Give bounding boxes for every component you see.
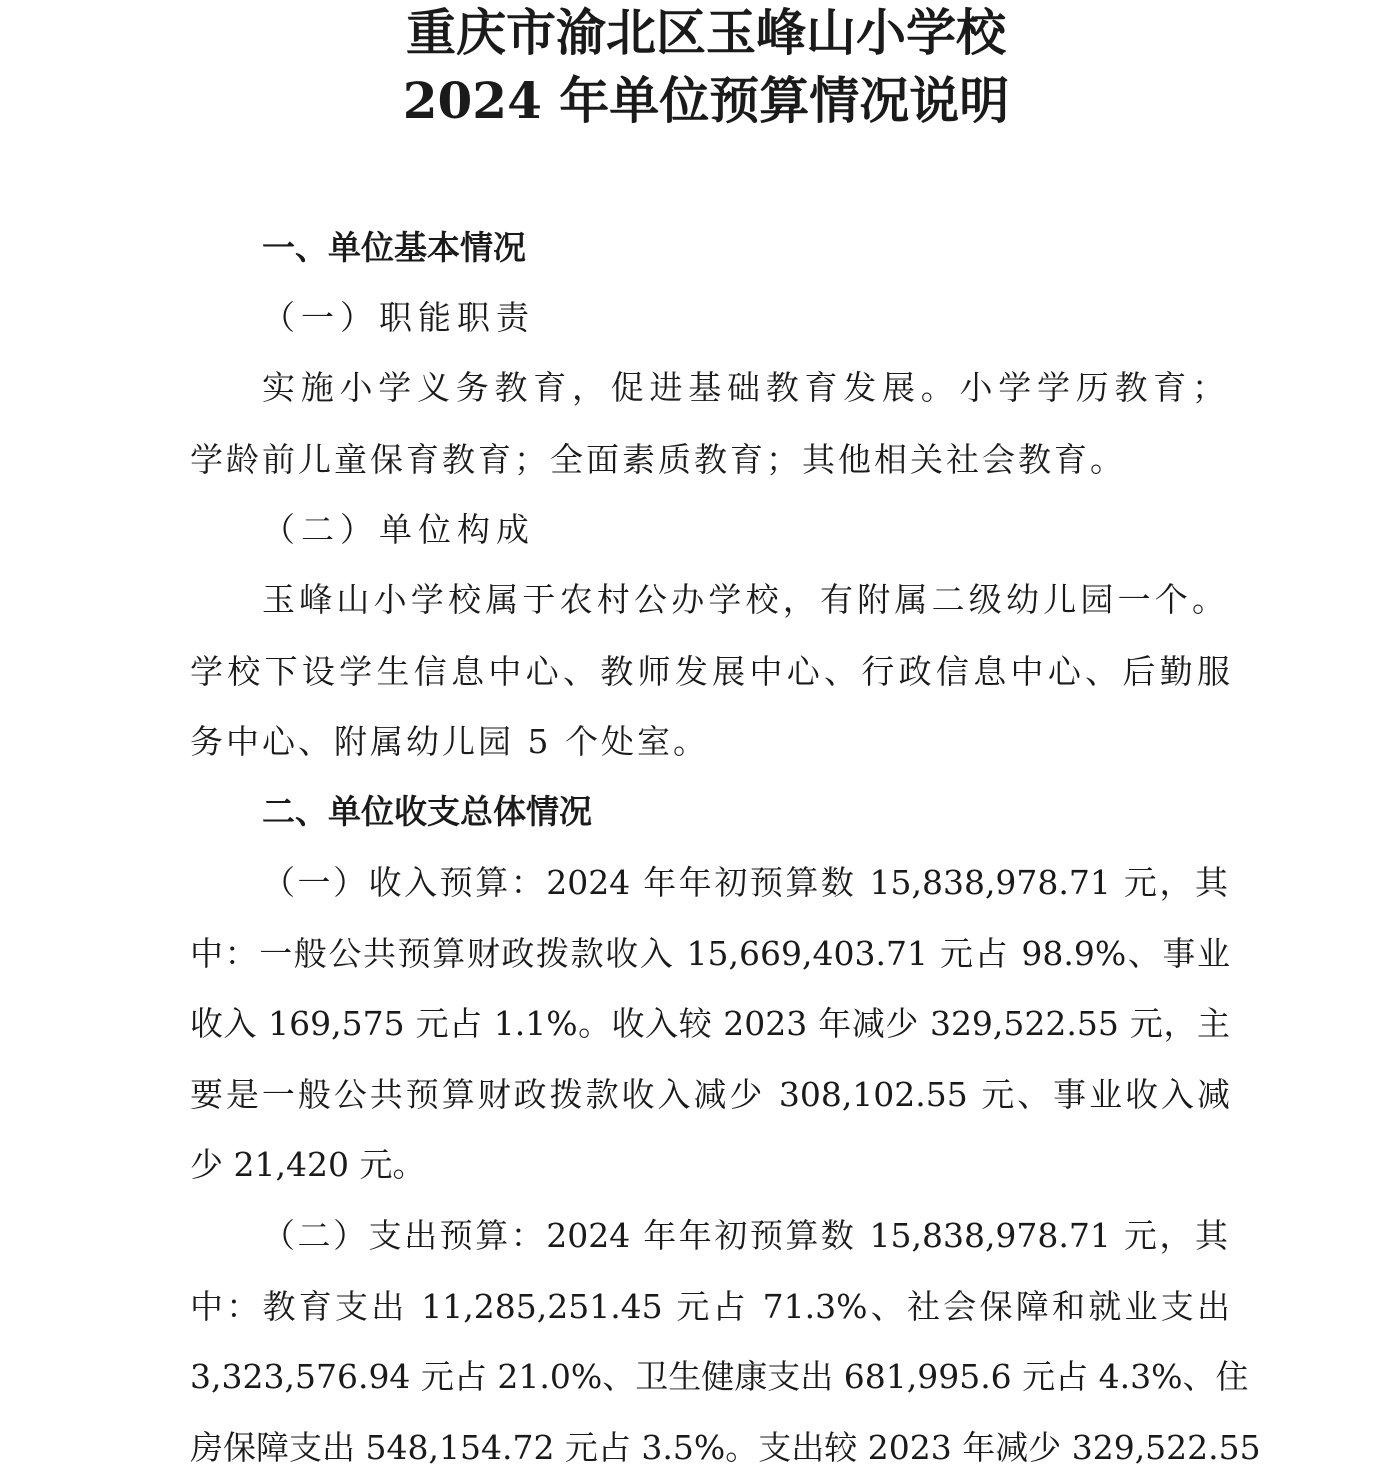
expenditure-budget-line: （二）支出预算：2024 年年初预算数 15,838,978.71 元，其 [262, 1216, 1228, 1255]
expenditure-budget-line: 房保障支出 548,154.72 元占 3.5%。支出较 2023 年减少 329,522.55 [190, 1428, 1261, 1467]
section-1-subheading-duties: （一）职能职责 [262, 298, 535, 337]
expenditure-budget-line: 中：教育支出 11,285,251.45 元占 71.3%、社会保障和就业支出 [190, 1287, 1230, 1326]
document-title-line-2: 2024 年单位预算情况说明 [402, 71, 1010, 130]
duties-paragraph-line: 学龄前儿童保育教育；全面素质教育；其他相关社会教育。 [190, 440, 1126, 479]
income-budget-line: 收入 169,575 元占 1.1%。收入较 2023 年减少 329,522.55 元，主 [190, 1004, 1230, 1043]
duties-paragraph-line: 实施小学义务教育，促进基础教育发展。小学学历教育； [262, 368, 1228, 407]
expenditure-budget-line: 3,323,576.94 元占 21.0%、卫生健康支出 681,995.6 元占 4.3%、住 [190, 1357, 1249, 1396]
income-budget-line: 中：一般公共预算财政拨款收入 15,669,403.71 元占 98.9%、事业 [190, 934, 1230, 973]
section-2-heading: 二、单位收支总体情况 [262, 792, 592, 831]
section-1-heading: 一、单位基本情况 [262, 228, 526, 267]
structure-paragraph-line: 务中心、附属幼儿园 5 个处室。 [190, 722, 709, 761]
income-budget-line: 少 21,420 元。 [190, 1145, 426, 1184]
income-budget-line: （一）收入预算：2024 年年初预算数 15,838,978.71 元，其 [262, 863, 1228, 902]
income-budget-line: 要是一般公共预算财政拨款收入减少 308,102.55 元、事业收入减 [190, 1075, 1230, 1114]
document-title-line-1: 重庆市渝北区玉峰山小学校 [406, 3, 1006, 62]
section-1-subheading-structure: （二）单位构成 [262, 510, 535, 549]
structure-paragraph-line: 玉峰山小学校属于农村公办学校，有附属二级幼儿园一个。 [262, 580, 1228, 619]
structure-paragraph-line: 学校下设学生信息中心、教师发展中心、行政信息中心、后勤服 [190, 652, 1230, 691]
